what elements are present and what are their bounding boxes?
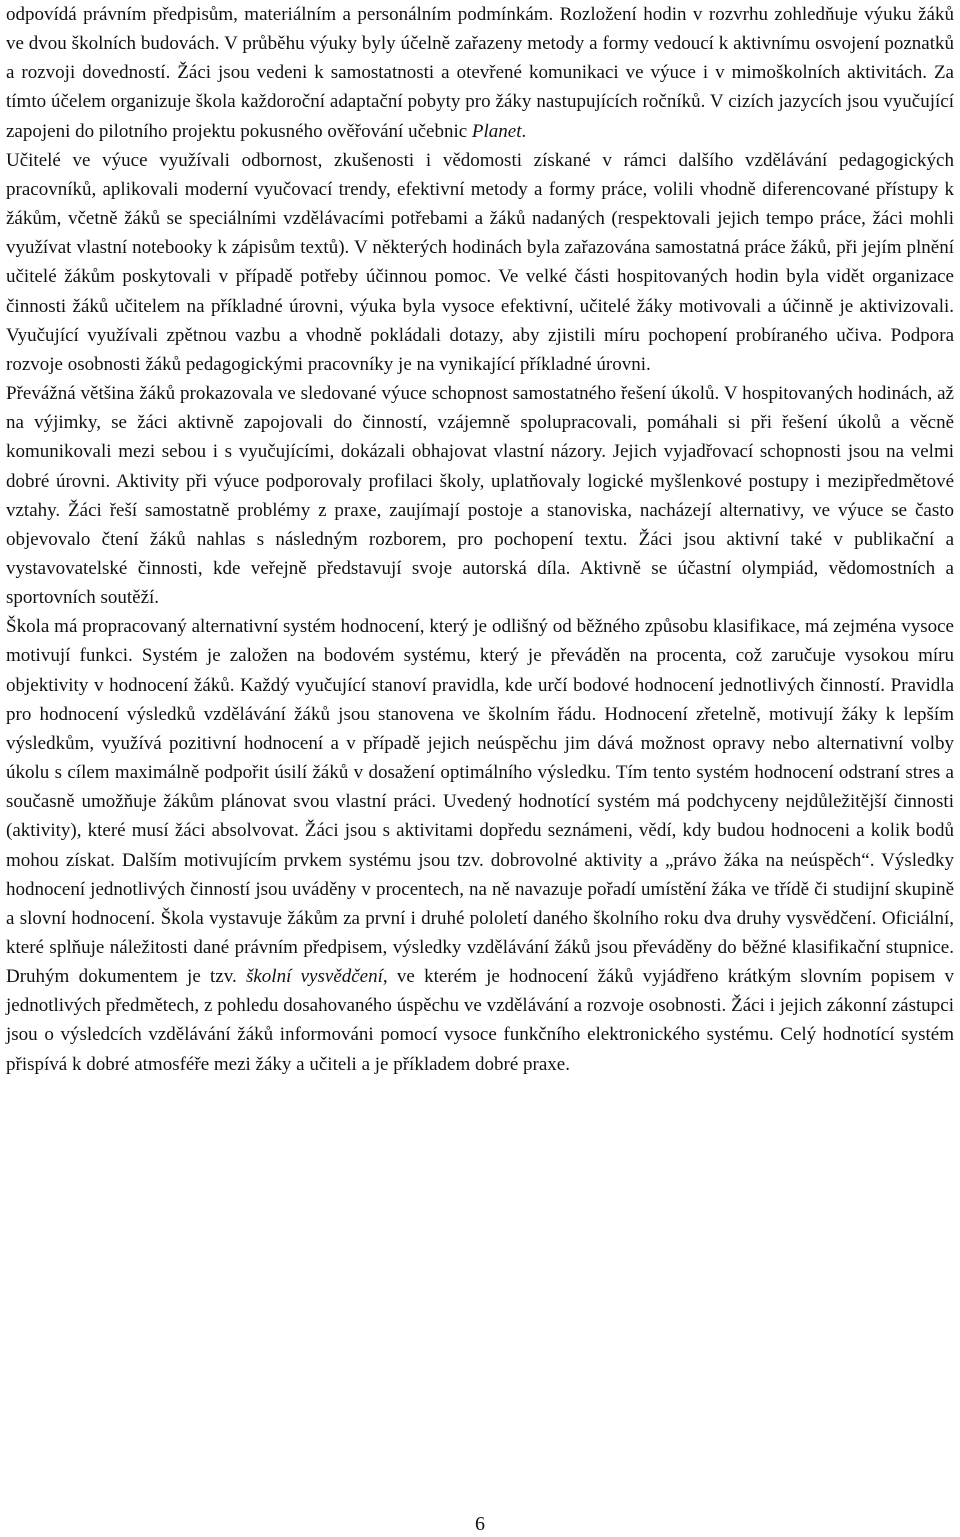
page-number: 6: [475, 1513, 485, 1535]
paragraph-text: .: [521, 120, 527, 142]
italic-text: Planet: [471, 120, 522, 142]
paragraph-text: odpovídá právním předpisům, materiálním a personálním podmínkám. Rozložení hodin v rozvrhu zohledňuje výuku žáků ve dvou školních budovách. V průběhu výuky byly účelně zařazeny metody a formy vedoucí k aktivnímu osvojení poznatků a rozvoji dovedností. Žáci jsou vedeni k samostatnosti a otevřené komunikaci ve výuce i v mimoškolních aktivitách. Za tímto účelem organizuje škola každoroční adaptační pobyty pro žáky nastupujících ročníků. V cizích jazycích jsou vyučující zapojeni do pilotního projektu pokusného ověřování učebnic: [6, 4, 954, 142]
paragraph-2: [6, 146, 954, 379]
paragraph-text: Učitelé ve výuce využívali odbornost, zkušenosti i vědomosti získané v rámci dalšího vzdělávání pedagogických pracovníků, aplikovali moderní vyučovací trendy, efektivní metody a formy práce, volili vhodně diferencované přístupy k žákům, včetně žáků se speciálními vzdělávacími potřebami a žáků nadaných (respektovali jejich tempo práce, žáci mohli využívat vlastní notebooky k zápisům textů). V některých hodinách byla zařazována samostatná práce žáků, při jejím plnění učitelé žákům poskytovali v případě potřeby účinnou pomoc. Ve velké části hospitovaných hodin byla vidět organizace činnosti žáků učitelem na příkladné úrovni, výuka byla vysoce efektivní, učitelé žáky motivovali a účinně je aktivizovali. Vyučující využívali zpětnou vazbu a vhodně pokládali dotazy, aby zjistili míru pochopení probíraného učiva. Podpora rozvoje osobnosti žáků pedagogickými pracovníky je na vynikající příkladné úrovni.: [6, 149, 954, 375]
paragraph-text: , ve kterém je hodnocení žáků vyjádřeno krátkým slovním popisem v jednotlivých předmětech, z pohledu dosahovaného úspěchu ve vzdělávání a rozvoje osobnosti. Žáci i jejich zákonní zástupci jsou o výsledcích vzdělávání žáků informováni pomocí vysoce funkčního elektronického systému. Celý hodnotící systém přispívá k dobré atmosféře mezi žáky a učiteli a je příkladem dobré praxe.: [6, 966, 955, 1075]
paragraph-text: Škola má propracovaný alternativní systém hodnocení, který je odlišný od běžného způsobu klasifikace, má zejména vysoce motivují funkci. Systém je založen na bodovém systému, který je převáděn na procenta, což zaručuje vysokou míru objektivity v hodnocení žáků. Každý vyučující stanoví pravidla, kde určí bodové hodnocení jednotlivých činností. Pravidla pro hodnocení výsledků vzdělávání žáků jsou stanovena ve školním řádu. Hodnocení zřetelně, motivují žáky k lepším výsledkům, využívá pozitivní hodnocení a v případě jejich neúspěchu jim dává možnost opravy nebo alternativní volby úkolu s cílem maximálně podpořit úsilí žáků v dosažení optimálního výsledku. Tím tento systém hodnocení odstraní stres a současně umožňuje žákům plánovat svou vlastní práci. Uvedený hodnotící systém má podchyceny nejdůležitější činnosti (aktivity), které musí žáci absolvovat. Žáci jsou s aktivitami dopředu seznámeni, vědí, kdy budou hodnoceni a kolik bodů mohou získat. Dalším motivujícím prvkem systému jsou tzv. dobrovolné aktivity a „právo žáka na neúspěch“. Výsledky hodnocení jednotlivých činností jsou uváděny v procentech, na ně navazuje pořadí umístění žáka ve třídě či studijní skupině a slovní hodnocení. Škola vystavuje žákům za první i druhé pololetí daného školního roku dva druhy vysvědčení. Oficiální, které splňuje náležitosti dané právním předpisem, výsledky vzdělávání žáků jsou převáděny do běžné klasifikační stupnice. Druhým dokumentem je tzv.: [6, 616, 954, 988]
body-text: [6, 0, 954, 1079]
paragraph-4: [6, 612, 954, 1079]
paragraph-3: [6, 379, 954, 612]
paragraph-1: [6, 0, 954, 146]
paragraph-text: Převážná většina žáků prokazovala ve sledované výuce schopnost samostatného řešení úkolů. V hospitovaných hodinách, až na výjimky, se žáci aktivně zapojovali do činností, vzájemně spolupracovali, pomáhali si při řešení úkolů a věcně komunikovali mezi sebou i s vyučujícími, dokázali obhajovat vlastní názory. Jejich vyjadřovací schopnosti jsou na velmi dobré úrovni. Aktivity při výuce podporovaly profilaci školy, uplatňovaly logické myšlenkové postupy i mezipředmětové vztahy. Žáci řeší samostatně problémy z praxe, zaujímají postoje a stanoviska, nacházejí alternativy, ve výuce se často objevovalo čtení žáků nahlas s následným rozborem, pro pochopení textu. Žáci jsou aktivní také v publikační a vystavovatelské činnosti, kde veřejně představují svoje autorská díla. Aktivně se účastní olympiád, vědomostních a sportovních soutěží.: [6, 383, 954, 609]
italic-text: školní vysvědčení: [245, 966, 383, 988]
